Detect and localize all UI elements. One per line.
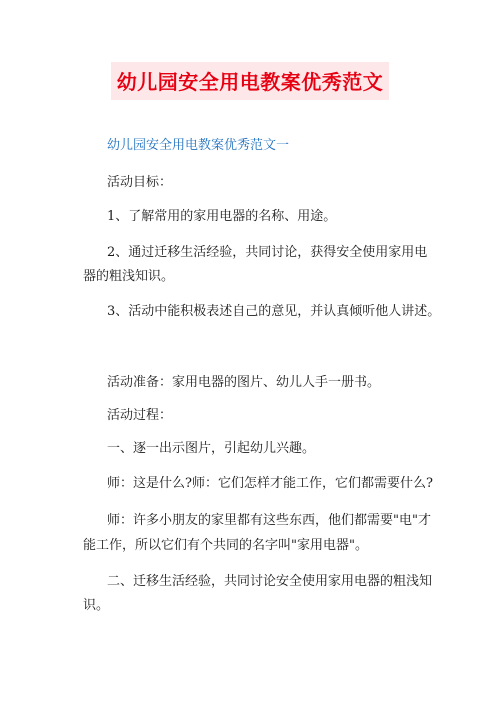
paragraph-activity-process-label: 活动过程：	[107, 408, 173, 423]
paragraph-teacher-question: 师：这是什么?师：它们怎样才能工作，它们都需要什么?	[107, 476, 433, 491]
paragraph-goal-1: 1、了解常用的家用电器的名称、用途。	[107, 209, 337, 224]
paragraph-goal-2-line-1: 2、通过迁移生活经验，共同讨论，获得安全使用家用电	[107, 245, 428, 260]
paragraph-goal-3: 3、活动中能积极表述自己的意见，并认真倾听他人讲述。	[107, 304, 441, 319]
paragraph-step-1: 一、逐一出示图片，引起幼儿兴趣。	[107, 441, 316, 456]
paragraph-step-2-line-2: 识。	[83, 598, 110, 613]
section-heading: 幼儿园安全用电教案优秀范文一	[107, 138, 290, 153]
paragraph-activity-preparation: 活动准备：家用电器的图片、幼儿人手一册书。	[107, 375, 381, 390]
paragraph-goal-2-line-2: 器的粗浅知识。	[83, 269, 175, 284]
document-title	[0, 62, 500, 100]
paragraph-step-2-line-1: 二、迁移生活经验，共同讨论安全使用家用电器的粗浅知	[107, 574, 433, 589]
paragraph-teacher-explanation-line-1: 师：许多小朋友的家里都有这些东西，他们都需要"电"才	[107, 513, 431, 528]
document-title-text: 幼儿园安全用电教案优秀范文	[111, 62, 390, 100]
paragraph-activity-goals-label: 活动目标：	[107, 175, 173, 190]
paragraph-teacher-explanation-line-2: 能工作，所以它们有个共同的名字叫"家用电器"。	[83, 538, 368, 553]
